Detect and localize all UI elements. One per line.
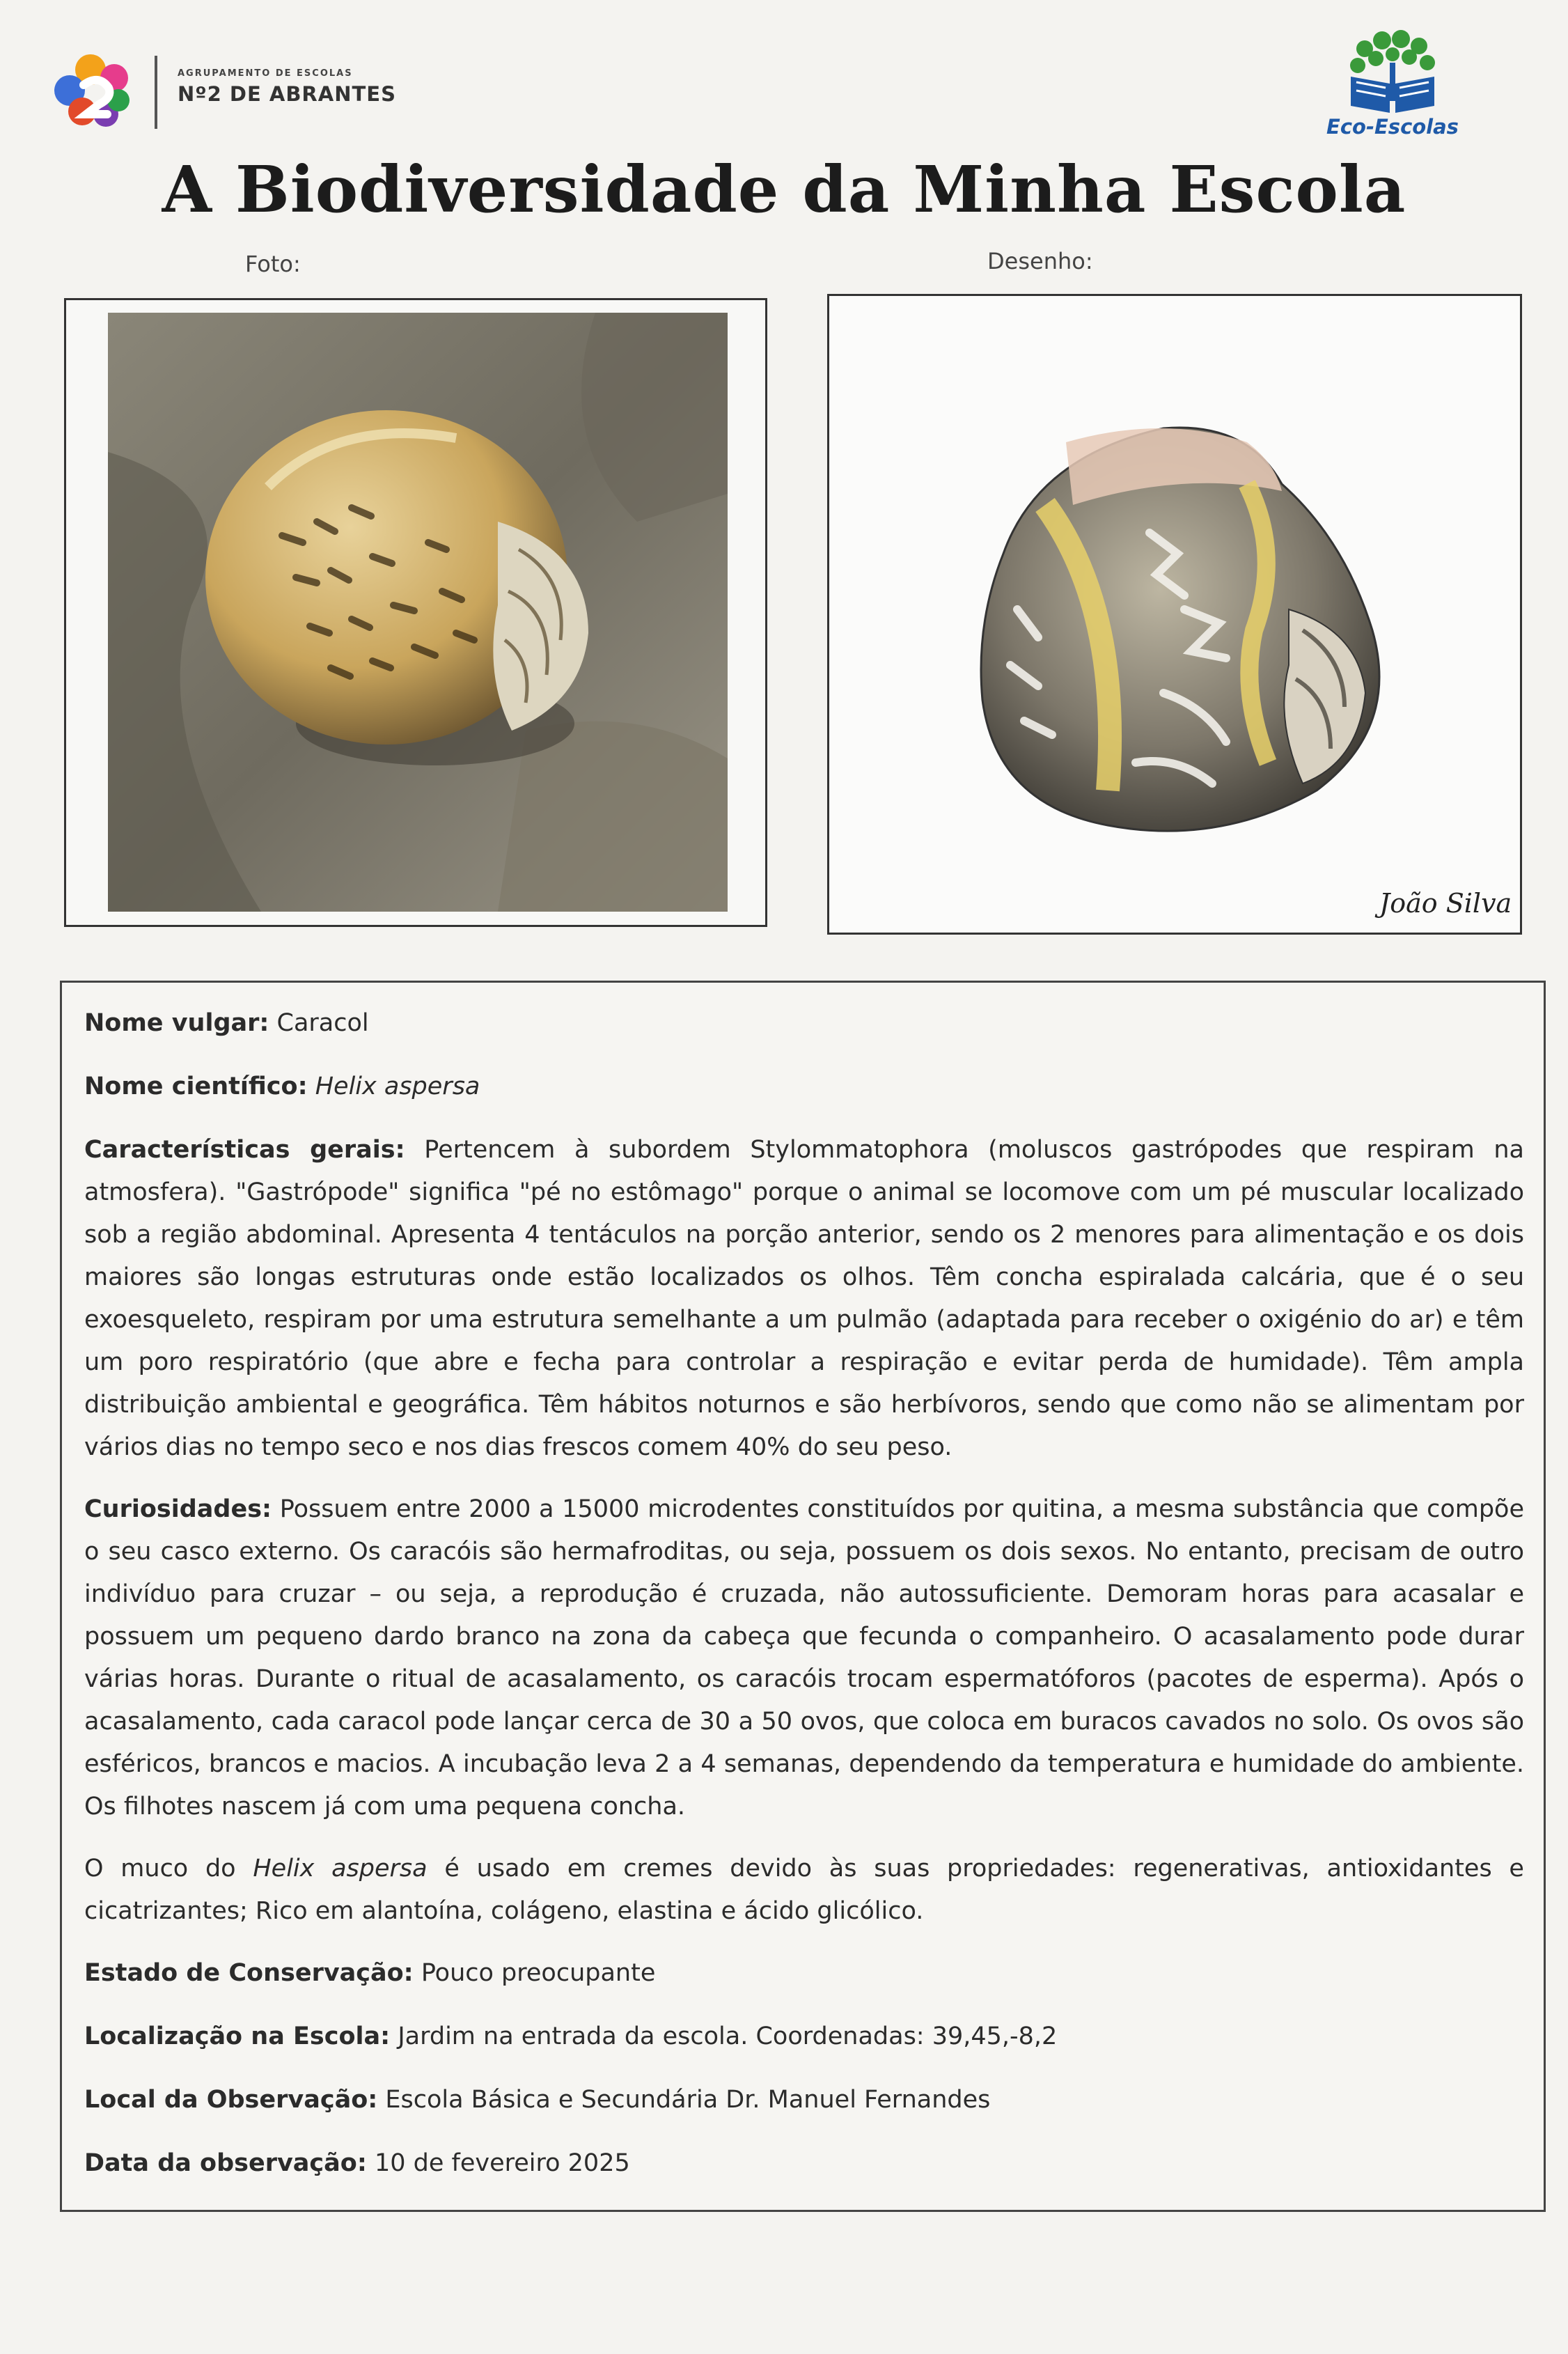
scientific-name-row	[84, 1066, 1524, 1108]
page-header	[0, 0, 1568, 293]
curiosities-text: Possuem entre 2000 a 15000 microdentes constituídos por quitina, a mesma substância que compõe o seu casco externo. Os caracóis são hermafroditas, ou seja, possuem os dois sexos. No entanto, precisam de outro indivíduo para cruzar – ou seja, a reprodução é cruzada, não autossuficiente. Demoram horas para acasalar e possuem um pequeno dardo branco na zona da cabeça que fecunda o companheiro. O acasalamento pode durar várias horas. Durante o ritual de acasalamento, os caracóis trocam espermatóforos (pacotes de esperma). Após o acasalamento, cada caracol pode lançar cerca de 30 a 50 ovos, que coloca em buracos cavados no solo. Os ovos são esféricos, brancos e macios. A incubação leva 2 a 4 semanas, dependendo da temperatura e humidade do ambiente. Os filhotes nascem já com uma pequena concha.	[84, 1495, 1524, 1821]
observation-date-value: 10 de fevereiro 2025	[374, 2149, 630, 2177]
conservation-row	[84, 1952, 1524, 1995]
conservation-label: Estado de Conservação:	[84, 1959, 414, 1987]
photo-frame	[64, 298, 767, 927]
logo-divider	[155, 56, 157, 129]
location-row	[84, 2016, 1524, 2058]
school-name: Nº2 DE ABRANTES	[178, 82, 396, 106]
conservation-value: Pouco preocupante	[421, 1959, 656, 1987]
drawing-frame	[827, 294, 1522, 935]
location-value: Jardim na entrada da escola. Coordenadas: 39,45,-8,2	[398, 2022, 1058, 2050]
observation-place-label: Local da Observação:	[84, 2086, 378, 2114]
snail-photo	[108, 313, 728, 912]
common-name-label: Nome vulgar:	[84, 1009, 269, 1037]
page-title: A Biodiversidade da Minha Escola	[162, 152, 1406, 227]
characteristics-paragraph	[84, 1129, 1524, 1469]
characteristics-text: Pertencem à subordem Stylommatophora (moluscos gastrópodes que respiram na atmosfera). "Gastrópode" significa "pé no estômago" porque o animal se locomove com um pé muscular localizado sob a região abdominal. Apresenta 4 tentáculos na porção anterior, sendo os 2 menores para alimentação e os dois maiores são longas estruturas onde estão localizados os olhos. Têm concha espiralada calcária, que é o seu exoesqueleto, respiram por uma estrutura semelhante a um pulmão (adaptada para receber o oxigénio do ar) e têm um poro respiratório (que abre e fecha para controlar a respiração e evitar perda de humidade). Têm ampla distribuição ambiental e geográfica. Têm hábitos noturnos e são herbívoros, sendo que como não se alimentam por vários dias no tempo seco e nos dias frescos comem 40% do seu peso.	[84, 1136, 1524, 1461]
common-name-row	[84, 1002, 1524, 1045]
artist-signature: João Silva	[1379, 888, 1512, 919]
mucus-text: é usado em cremes devido às suas propriedades: regenerativas, antioxidantes e cicatrizantes; Rico em alantoína, colágeno, elastina e ácido glicólico.	[84, 1855, 1524, 1925]
school-group-label: AGRUPAMENTO DE ESCOLAS	[178, 68, 353, 79]
snail-drawing	[955, 400, 1414, 846]
mucus-prefix: O muco do	[84, 1855, 236, 1883]
observation-date-label: Data da observação:	[84, 2149, 367, 2177]
eco-escolas-label: Eco-Escolas	[1326, 115, 1459, 139]
observation-date-row	[84, 2142, 1524, 2185]
curiosities-label: Curiosidades:	[84, 1495, 272, 1523]
scientific-name-label: Nome científico:	[84, 1073, 308, 1100]
location-label: Localização na Escola:	[84, 2022, 391, 2050]
mucus-species: Helix aspersa	[253, 1855, 428, 1883]
curiosities-paragraph	[84, 1488, 1524, 1828]
observation-place-row	[84, 2079, 1524, 2121]
scientific-name-value: Helix aspersa	[315, 1073, 480, 1100]
drawing-label: Desenho:	[987, 248, 1093, 274]
photo-label: Foto:	[245, 251, 301, 277]
school-logo-icon	[42, 42, 146, 146]
characteristics-label: Características gerais:	[84, 1136, 405, 1164]
observation-place-value: Escola Básica e Secundária Dr. Manuel Fernandes	[385, 2086, 991, 2114]
common-name-value: Caracol	[276, 1009, 369, 1037]
info-box	[60, 981, 1546, 2212]
mucus-paragraph	[84, 1848, 1524, 1933]
info-content	[84, 1002, 1524, 2206]
